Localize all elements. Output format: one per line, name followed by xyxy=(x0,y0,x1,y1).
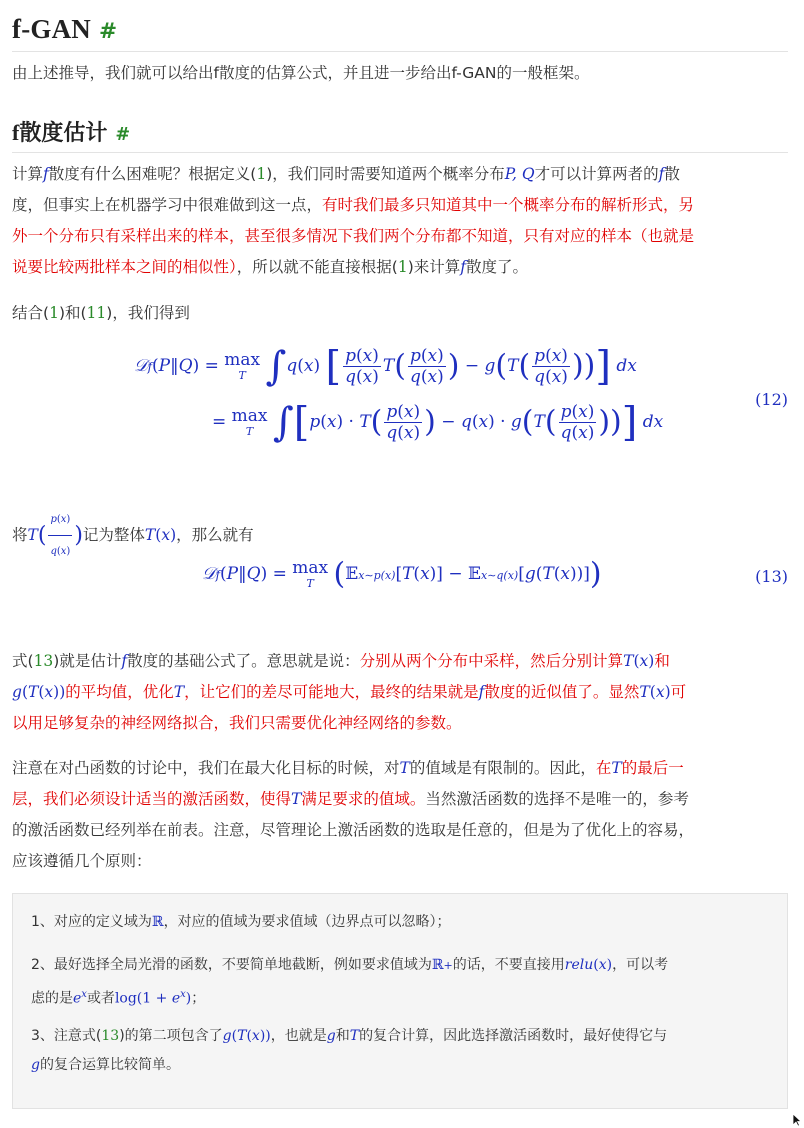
mouse-cursor-icon xyxy=(792,1113,802,1127)
equation-12-line2: = max T ∫[p(x) · T( $\frac{p(x)}{q(x)}$ ) − q(x) · g(T( $\frac{p(x)}{q(x)}$ ))] dx xyxy=(212,399,664,446)
paragraph-difficulty: 计算f散度有什么困难呢？根据定义(1)，我们同时需要知道两个概率分布P, Q才可以计算两者的f散 度，但事实上在机器学习中很难做到这一点，有时我们最多只知道其中一个概率分布的解析形式，另 外一个分布只有采样出来的样本，甚至很多情况下我们两个分布都不知道，只有对应的样本（也就是 说要比较两批样本之间的相似性），所以就不能直接根据(1)来计算f散度了。 xyxy=(12,165,695,276)
paragraph-activation: 注意在对凸函数的讨论中，我们在最大化目标的时候，对T的值域是有限制的。因此，在T的最后一 层，我们必须设计适当的激活函数，使得T满足要求的值域。当然激活函数的选择不是唯一的，参考 的激活函数已经列举在前表。注意，尽管理论上激活函数的选取是任意的，但是为了优化上的容易， 应该遵循几个原则： xyxy=(12,759,695,870)
section-title: f散度估计 # xyxy=(12,120,131,145)
equation-ref-link[interactable]: 1 xyxy=(49,304,59,322)
principles-blockquote xyxy=(12,893,788,1109)
equation-number: (12) xyxy=(755,390,788,409)
equation-13: 𝒟f(P‖Q) = max T (𝔼x∼p(x)[T(x)] − 𝔼x∼q(x)[g(T(x))]) (13) xyxy=(202,556,788,592)
principle-item: 2、最好选择全局光滑的函数，不要简单地截断，例如要求值域为ℝ+的话，不要直接用relu(x)，可以考 虑的是$e^x$或者$\log(1 + e^x)$； xyxy=(31,957,669,1007)
equation-ref-link[interactable]: 1 xyxy=(397,258,408,276)
paragraph-substitute: 将T( $\frac{p(x)}{q(x)}$ )记为整体T(x)，那么就有 xyxy=(12,504,788,567)
equation-ref-link[interactable]: 13 xyxy=(101,1028,120,1044)
equation-12-line1: 𝒟f(P‖Q) = max T ∫q(x) [ $\frac{p(x)}{q(x)}$ T( $\frac{p(x)}{q(x)}$ ) − g(T( $\frac{p(x)}{q(x)}$ ))] dx xyxy=(134,343,637,390)
principle-item: 1、对应的定义域为ℝ，对应的值域为要求值域（边界点可以忽略）； xyxy=(31,914,451,930)
principle-item: 3、注意式(13)的第二项包含了g(T(x))，也就是g和T的复合计算，因此选择激活函数时，最好使得它与 g的复合运算比较简单。 xyxy=(31,1028,668,1073)
paragraph-combine: 结合(1)和(11)，我们得到 xyxy=(12,304,190,322)
equation-number: (13) xyxy=(755,567,788,586)
title-divider xyxy=(12,51,788,52)
equation-12 xyxy=(12,340,788,460)
page-title: f-GAN # xyxy=(12,14,118,44)
equation-ref-link[interactable]: 1 xyxy=(256,165,267,183)
equation-ref-link[interactable]: 13 xyxy=(33,652,54,670)
section-anchor-link[interactable]: # xyxy=(115,125,131,145)
intro-paragraph: 由上述推导，我们就可以给出f散度的估算公式，并且进一步给出f-GAN的一般框架。 xyxy=(12,64,590,82)
heading-anchor-link[interactable]: # xyxy=(98,19,118,44)
paragraph-basic-formula: 式(13)就是估计f散度的基础公式了。意思就是说：分别从两个分布中采样，然后分别计算T(x)和 g(T(x))的平均值，优化T，让它们的差尽可能地大，最终的结果就是f散度的近似值了。显然T(x)可 以用足够复杂的神经网络拟合，我们只需要优化神经网络的参数。 xyxy=(12,652,687,732)
section-divider xyxy=(12,152,788,153)
equation-ref-link[interactable]: 11 xyxy=(86,304,107,322)
